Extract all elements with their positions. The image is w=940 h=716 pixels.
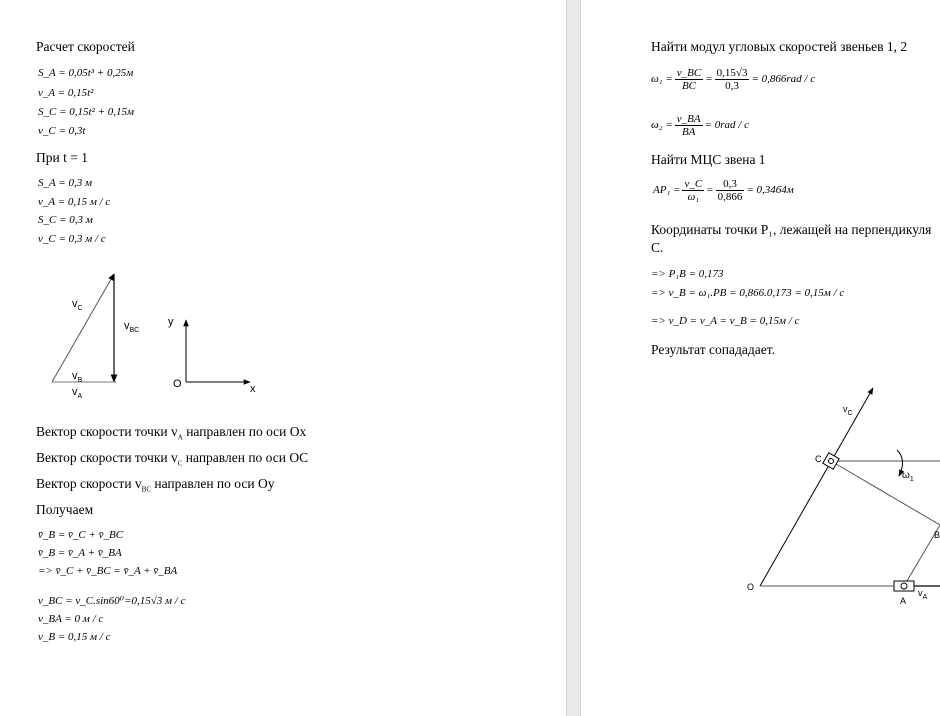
omega2-equation: ω₂ = $\frac{v\_BA}{BA}$ = 0rad / c	[651, 113, 749, 138]
right-page	[581, 0, 940, 716]
label-mech-omega: $\omega_1$	[902, 470, 914, 483]
label-axis-x: x	[250, 383, 256, 395]
label-axis-y: y	[168, 316, 174, 328]
equation-SC: S_C = 0,15t² + 0,15м	[38, 106, 135, 118]
label-mech-vC: $v_C$	[843, 404, 853, 417]
sentence-vC-direction: Вектор скорости точки $v_C$ направлен по оси OC	[36, 450, 309, 468]
joint-A	[901, 583, 907, 589]
joint-C	[829, 459, 834, 464]
vector-equation-1: v̄_B = v̄_C + v̄_BC	[38, 529, 124, 541]
label-vA: $v_A$	[72, 386, 83, 401]
coordinates-text-line2: C.	[651, 240, 664, 255]
value-vC: v_C = 0,3 м / c	[38, 233, 106, 245]
equation-vB: => v_B = ω₁.PB = 0,866.0,173 = 0,15м / c	[651, 287, 845, 299]
link-OC-line	[760, 388, 873, 586]
velocity-triangle-diagram	[0, 260, 566, 400]
label-mech-A: A	[900, 596, 907, 606]
result-vBA: v_BA = 0 м / c	[38, 613, 104, 625]
label-mech-O: O	[747, 582, 755, 592]
equation-vD: => v_D = v_A = v_B = 0,15м / c	[651, 315, 800, 327]
heading-angular-velocities: Найти модул угловых скоростей звеньев 1, 2	[651, 39, 908, 54]
label-mech-B: B	[934, 530, 940, 540]
vector-equation-3: => v̄_C + v̄_BC = v̄_A + v̄_BA	[38, 565, 178, 577]
equation-vC: v_C = 0,3t	[38, 125, 86, 137]
page-gutter	[566, 0, 581, 716]
heading-velocities: Расчет скоростей	[36, 39, 135, 54]
label-vB: $v_B$	[72, 370, 83, 385]
vector-equation-2: v̄_B = v̄_A + v̄_BA	[38, 547, 122, 559]
label-mech-C: C	[815, 454, 822, 464]
label-vC: $v_C$	[72, 298, 83, 313]
heading-instant-center: Найти МЦС звена 1	[651, 152, 766, 167]
value-SA: S_A = 0,3 м	[38, 177, 92, 189]
label-vBC: $v_{BC}$	[124, 320, 140, 335]
sentence-vA-direction: Вектор скорости точки $v_A$ направлен по оси Ox	[36, 424, 307, 442]
equation-vA: v_A = 0,15t²	[38, 87, 94, 99]
equation-SA: S_A = 0,05t³ + 0,25м	[38, 67, 134, 79]
ap1-equation: AP₁ = $\frac{v\_C}{\text{ω₁}}$ = $\frac{0,3}{0,866}$ = 0,3464м	[653, 178, 794, 203]
value-vA: v_A = 0,15 м / c	[38, 196, 111, 208]
equation-P1B: => P₁B = 0,173	[651, 268, 724, 280]
result-vBC: v_BC = v_C.sin60⁰=0,15√3 м / c	[38, 595, 186, 607]
omega1-equation: ω₁ = $\frac{v\_BC}{BC}$ = $\frac{0,15√3}{0,3}$ = 0,866rad / c	[651, 67, 816, 92]
result-text: Результат сопададает.	[651, 342, 775, 357]
label-mech-vA: $v_A$	[918, 588, 928, 601]
sentence-vBC-direction: Вектор скорости $v_{BC}$ направлен по оси Oy	[36, 476, 275, 494]
vector-vC-line	[52, 274, 114, 385]
obtain-heading: Получаем	[36, 502, 94, 517]
result-vB: v_B = 0,15 м / c	[38, 631, 111, 643]
label-origin: O	[173, 378, 182, 390]
coordinates-text-line1: Координаты точки P₁, лежащей на перпендикуля	[651, 222, 932, 237]
link-CB-line	[831, 461, 940, 525]
at-time-text: При t = 1	[36, 150, 88, 165]
mechanism-diagram	[581, 380, 940, 640]
value-SC: S_C = 0,3 м	[38, 214, 93, 226]
